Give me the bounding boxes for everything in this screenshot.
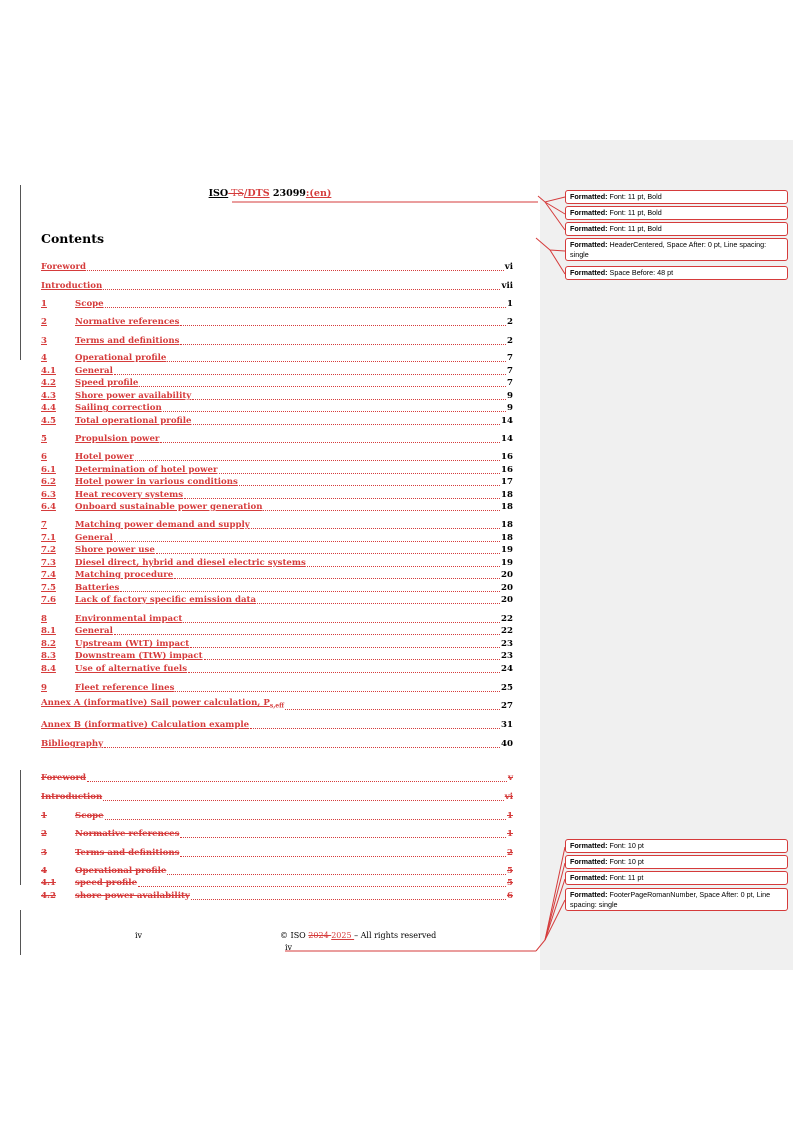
balloon-label: Formatted: [570,841,608,850]
toc-title-text: General [75,626,113,636]
toc-page: 18 [501,490,513,500]
toc-page: 9 [507,391,513,401]
toc-page: 25 [501,683,513,693]
toc-page: vii [501,281,513,291]
toc-title-text: Operational profile [75,866,167,876]
toc-page: 14 [501,416,513,426]
header-inserted: /DTS [243,188,270,199]
toc-title-text: speed profile [75,878,138,888]
footer-copy-suffix: – All rights reserved [354,931,437,940]
toc-page: 27 [501,701,513,711]
toc-number: 9 [41,683,47,693]
toc-page: 19 [501,558,513,568]
balloon-formatted[interactable] [565,871,788,885]
toc-page: vi [504,262,513,272]
toc-number: 3 [41,336,47,346]
footer-year-inserted: 2025 [331,931,355,940]
toc-title-text: shore power availability [75,891,190,901]
balloon-formatted[interactable] [565,190,788,204]
toc-page: 23 [501,639,513,649]
toc-number: 7.6 [41,595,56,605]
toc-page: 7 [507,353,513,363]
toc-page: 1 [507,811,513,821]
toc-number: 7.4 [41,570,56,580]
toc-number: 5 [41,434,47,444]
balloon-text: Font: 10 pt [607,857,644,866]
toc-number: 2 [41,829,47,839]
balloon-text: Font: 11 pt, Bold [607,208,662,217]
toc-title-text: Fleet reference lines [75,683,175,693]
toc-number: 3 [41,848,47,858]
toc-title-text: Diesel direct, hybrid and diesel electric systems [75,558,306,568]
balloon-label: Formatted: [570,890,608,899]
toc-title-text: Annex A (informative) Sail power calculation, P [41,698,270,709]
toc-number: 8.4 [41,664,56,674]
toc-title-text: Introduction [41,281,103,291]
toc-title-text: Hotel power [75,452,134,462]
balloon-text: Space Before: 48 pt [607,268,674,277]
toc-page: 7 [507,366,513,376]
balloon-formatted[interactable] [565,888,788,911]
balloon-label: Formatted: [570,224,608,233]
balloon-formatted[interactable] [565,222,788,236]
toc-number: 1 [41,811,47,821]
toc-title-text: Sailing correction [75,403,162,413]
toc-title-text: Annex B (informative) Calculation example [41,720,250,730]
toc-title-text: Scope [75,299,104,309]
toc-title-text: General [75,533,113,543]
toc-number: 4.2 [41,891,56,901]
toc-page: 1 [507,829,513,839]
toc-title-text: Shore power use [75,545,155,555]
toc-title-text: Hotel power in various conditions [75,477,238,487]
toc-page: 1 [507,299,513,309]
toc-page: 20 [501,583,513,593]
toc-page: 2 [507,336,513,346]
toc-page: 14 [501,434,513,444]
balloon-formatted[interactable] [565,238,788,261]
footer-copy-prefix: © ISO [280,931,309,940]
toc-title-text: Propulsion power [75,434,160,444]
contents-title: Contents [41,231,105,246]
toc-title-text: Lack of factory specific emission data [75,595,257,605]
toc-page: 18 [501,533,513,543]
toc-number: 8.3 [41,651,56,661]
toc-page: 2 [507,848,513,858]
balloon-label: Formatted: [570,208,608,217]
toc-title-text: Matching power demand and supply [75,520,250,530]
toc-title-text: Heat recovery systems [75,490,184,500]
toc-number: 4.3 [41,391,56,401]
toc-page: 23 [501,651,513,661]
toc-page: 22 [501,626,513,636]
balloon-text: HeaderCentered, Space After: 0 pt, Line spacing: single [570,240,767,259]
toc-number: 7.2 [41,545,56,555]
toc-title-text: Foreword [41,773,87,783]
toc-title-text: Normative references [75,317,180,327]
toc-page: vi [504,792,513,802]
toc-title-text: Batteries [75,583,120,593]
header-suffix: :(en) [305,188,332,199]
toc-title-text: Determination of hotel power [75,465,218,475]
toc-title-text: Terms and definitions [75,848,180,858]
toc-title-text: Environmental impact [75,614,183,624]
toc-title-text: Shore power availability [75,391,192,401]
header-deleted: -TS [228,188,244,199]
toc-number: 4.5 [41,416,56,426]
toc-page: 5 [507,866,513,876]
footer-page-number: iv [285,943,293,952]
toc-page: 31 [501,720,513,730]
toc-title-text: Upstream (WtT) impact [75,639,190,649]
header-number: 23099 [269,188,306,199]
toc-page: 18 [501,520,513,530]
balloon-formatted[interactable] [565,855,788,869]
toc-page: 16 [501,465,513,475]
toc-page: 7 [507,378,513,388]
toc-page: 18 [501,502,513,512]
balloon-formatted[interactable] [565,839,788,853]
balloon-label: Formatted: [570,857,608,866]
toc-number: 4 [41,353,47,363]
toc-title-subscript: s,eff [269,703,285,710]
toc-title-text: Downstream (TtW) impact [75,651,203,661]
toc-number: 6.1 [41,465,56,475]
toc-number: 2 [41,317,47,327]
toc-number: 4.2 [41,378,56,388]
toc-page: 2 [507,317,513,327]
toc-title-text: Matching procedure [75,570,174,580]
toc-number: 7.1 [41,533,56,543]
toc-number: 4.4 [41,403,56,413]
toc-title-text: Onboard sustainable power generation [75,502,263,512]
toc-page: 40 [501,739,513,749]
footer-year-deleted: 2024 [308,931,332,940]
toc-page: 9 [507,403,513,413]
toc-title-text: Scope [75,811,104,821]
toc-title-text: Speed profile [75,378,139,388]
balloon-text: Font: 11 pt [607,873,644,882]
header-prefix: ISO [208,188,229,199]
toc-page: 5 [507,878,513,888]
toc-title-text: Bibliography [41,739,104,749]
toc-title-text: Terms and definitions [75,336,180,346]
toc-title-text: Foreword [41,262,87,272]
balloon-label: Formatted: [570,873,608,882]
balloon-label: Formatted: [570,240,608,249]
toc-number: 6.2 [41,477,56,487]
toc-number: 4.1 [41,878,56,888]
balloon-label: Formatted: [570,192,608,201]
toc-page: 20 [501,570,513,580]
toc-title-text: General [75,366,113,376]
balloon-text: Font: 10 pt [607,841,644,850]
toc-page: 16 [501,452,513,462]
toc-title-text: Operational profile [75,353,167,363]
toc-number: 7.3 [41,558,56,568]
toc-title-text: Normative references [75,829,180,839]
toc-title-text: Use of alternative fuels [75,664,188,674]
toc-number: 8.1 [41,626,56,636]
toc-number: 7.5 [41,583,56,593]
balloon-formatted[interactable] [565,266,788,280]
toc-number: 4.1 [41,366,56,376]
balloon-formatted[interactable] [565,206,788,220]
footer-left-page: iv [135,931,143,940]
toc-number: 6 [41,452,47,462]
balloon-text: Font: 11 pt, Bold [607,192,662,201]
balloon-text: FooterPageRomanNumber, Space After: 0 pt, Line spacing: single [570,890,771,909]
toc-page: 24 [501,664,513,674]
toc-title-text: Total operational profile [75,416,192,426]
toc-number: 6.4 [41,502,56,512]
toc-number: 8.2 [41,639,56,649]
toc-page: 22 [501,614,513,624]
toc-number: 6.3 [41,490,56,500]
toc-page: 6 [507,891,513,901]
toc-page: 20 [501,595,513,605]
toc-page: 19 [501,545,513,555]
toc-page: v [508,773,513,783]
toc-number: 8 [41,614,47,624]
toc-page: 17 [501,477,513,487]
balloon-label: Formatted: [570,268,608,277]
toc-number: 4 [41,866,47,876]
balloon-text: Font: 11 pt, Bold [607,224,662,233]
toc-number: 1 [41,299,47,309]
toc-number: 7 [41,520,47,530]
toc-title-text: Introduction [41,792,103,802]
